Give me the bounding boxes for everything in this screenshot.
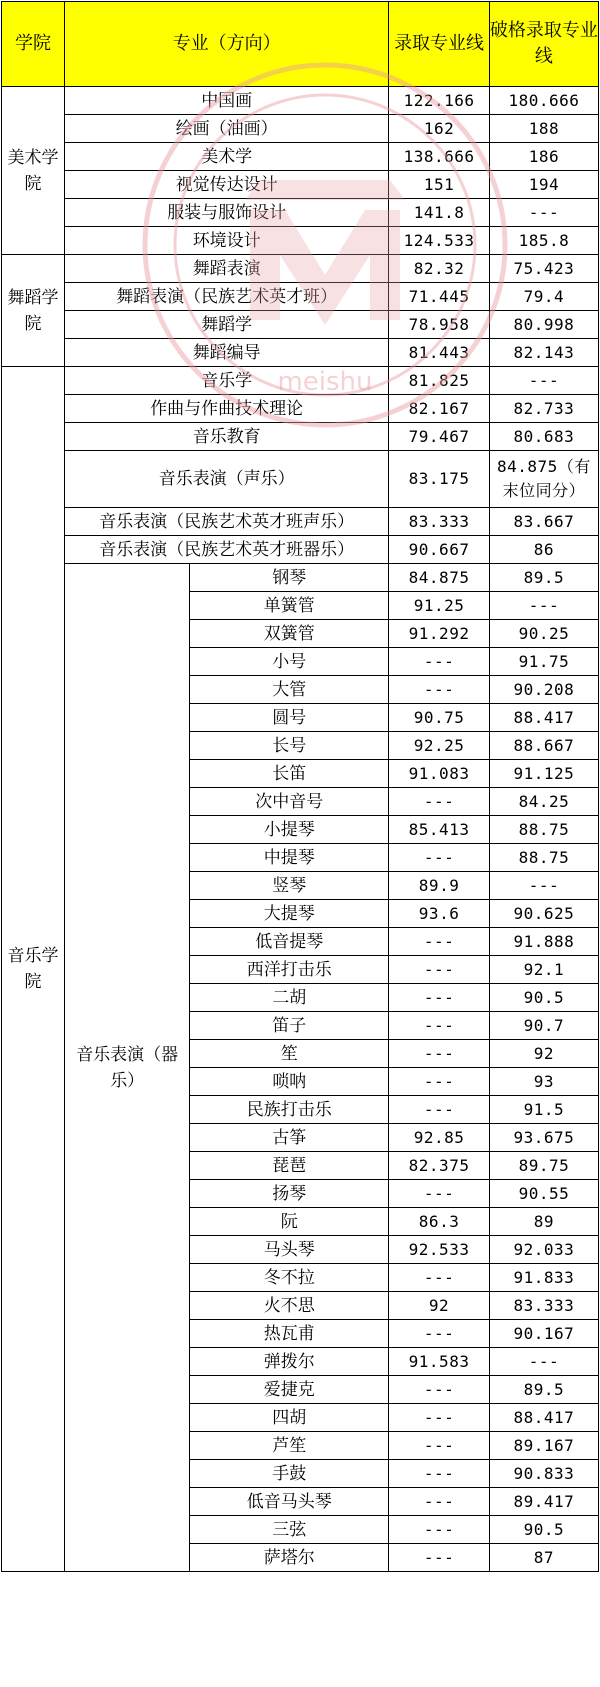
admission-line-cell: 90.75 (389, 704, 490, 732)
major-cell: 视觉传达设计 (65, 171, 389, 199)
major-cell: 音乐教育 (65, 423, 389, 451)
major-cell: 唢呐 (190, 1068, 389, 1096)
admission-line-cell: 91.083 (389, 760, 490, 788)
table-row (2, 283, 599, 311)
exceptional-line-cell: 82.733 (489, 395, 598, 423)
major-cell: 低音提琴 (190, 928, 389, 956)
admission-line-cell: 81.443 (389, 339, 490, 367)
admission-line-cell: 92.25 (389, 732, 490, 760)
admission-line-cell: --- (389, 1264, 490, 1292)
major-cell: 爱捷克 (190, 1376, 389, 1404)
admission-score-table (1, 1, 599, 1572)
exceptional-line-cell: 93 (489, 1068, 598, 1096)
exceptional-line-cell: 80.998 (489, 311, 598, 339)
exceptional-line-cell: 89.75 (489, 1152, 598, 1180)
major-cell: 四胡 (190, 1404, 389, 1432)
admission-line-cell: --- (389, 984, 490, 1012)
admission-line-cell: 91.25 (389, 592, 490, 620)
admission-line-cell: 83.175 (389, 451, 490, 508)
exceptional-line-cell: 92.1 (489, 956, 598, 984)
admission-line-cell: --- (389, 1012, 490, 1040)
exceptional-line-cell: 89.5 (489, 1376, 598, 1404)
exceptional-line-cell: 89.417 (489, 1488, 598, 1516)
major-cell: 冬不拉 (190, 1264, 389, 1292)
admission-line-cell: --- (389, 1516, 490, 1544)
exceptional-line-cell: 91.75 (489, 648, 598, 676)
exceptional-line-cell: 88.75 (489, 844, 598, 872)
exceptional-line-cell: 89.167 (489, 1432, 598, 1460)
exceptional-line-cell: 90.7 (489, 1012, 598, 1040)
exceptional-line-cell: 89 (489, 1208, 598, 1236)
exceptional-line-cell: 91.888 (489, 928, 598, 956)
college-art: 美术学院 (2, 87, 65, 255)
admission-line-cell: 71.445 (389, 283, 490, 311)
table-row (2, 115, 599, 143)
admission-line-cell: 138.666 (389, 143, 490, 171)
admission-line-cell: 162 (389, 115, 490, 143)
exceptional-line-cell: 88.75 (489, 816, 598, 844)
admission-line-cell: 151 (389, 171, 490, 199)
major-cell: 西洋打击乐 (190, 956, 389, 984)
exceptional-line-cell: 186 (489, 143, 598, 171)
admission-line-cell: 85.413 (389, 816, 490, 844)
college-dance: 舞蹈学院 (2, 255, 65, 367)
admission-line-cell: 141.8 (389, 199, 490, 227)
major-cell: 大管 (190, 676, 389, 704)
major-cell: 舞蹈编导 (65, 339, 389, 367)
exceptional-line-cell: 83.333 (489, 1292, 598, 1320)
exceptional-line-cell: 84.25 (489, 788, 598, 816)
exceptional-line-cell: --- (489, 592, 598, 620)
major-cell: 三弦 (190, 1516, 389, 1544)
major-cell: 笙 (190, 1040, 389, 1068)
exceptional-line-cell: 83.667 (489, 508, 598, 536)
major-cell: 民族打击乐 (190, 1096, 389, 1124)
table-row (2, 143, 599, 171)
table-row (2, 199, 599, 227)
major-cell: 大提琴 (190, 900, 389, 928)
exceptional-line-cell: 88.417 (489, 1404, 598, 1432)
header-admission-line: 录取专业线 (389, 2, 490, 87)
admission-line-cell: --- (389, 1180, 490, 1208)
major-cell: 绘画（油画） (65, 115, 389, 143)
major-cell: 萨塔尔 (190, 1544, 389, 1572)
table-row (2, 423, 599, 451)
admission-line-cell: 86.3 (389, 1208, 490, 1236)
admission-line-cell: 92.85 (389, 1124, 490, 1152)
major-cell: 音乐表演（民族艺术英才班声乐） (65, 508, 389, 536)
table-row (2, 451, 599, 508)
major-cell: 笛子 (190, 1012, 389, 1040)
major-cell: 长号 (190, 732, 389, 760)
table-row (2, 339, 599, 367)
college-music: 音乐学院 (2, 367, 65, 1572)
exceptional-line-cell: --- (489, 367, 598, 395)
exceptional-line-cell: 90.208 (489, 676, 598, 704)
exceptional-line-cell: 90.625 (489, 900, 598, 928)
major-cell: 中提琴 (190, 844, 389, 872)
header-exceptional-line: 破格录取专业线 (489, 2, 598, 87)
major-cell: 古筝 (190, 1124, 389, 1152)
major-cell: 作曲与作曲技术理论 (65, 395, 389, 423)
table-body (2, 2, 599, 1572)
major-cell: 服装与服饰设计 (65, 199, 389, 227)
exceptional-line-cell: 82.143 (489, 339, 598, 367)
major-cell: 舞蹈表演 (65, 255, 389, 283)
table-row (2, 255, 599, 283)
admission-line-cell: 124.533 (389, 227, 490, 255)
exceptional-line-cell: 90.833 (489, 1460, 598, 1488)
major-cell: 音乐学 (65, 367, 389, 395)
admission-line-cell: --- (389, 844, 490, 872)
major-cell: 芦笙 (190, 1432, 389, 1460)
exceptional-line-cell: 180.666 (489, 87, 598, 115)
admission-line-cell: --- (389, 1320, 490, 1348)
major-cell: 音乐表演（民族艺术英才班器乐） (65, 536, 389, 564)
major-cell: 低音马头琴 (190, 1488, 389, 1516)
exceptional-line-cell: --- (489, 872, 598, 900)
admission-line-cell: 78.958 (389, 311, 490, 339)
major-cell: 火不思 (190, 1292, 389, 1320)
admission-line-cell: 93.6 (389, 900, 490, 928)
exceptional-line-cell: 87 (489, 1544, 598, 1572)
exceptional-line-cell: 88.417 (489, 704, 598, 732)
exceptional-line-cell: 185.8 (489, 227, 598, 255)
admission-line-cell: 84.875 (389, 564, 490, 592)
admission-line-cell: --- (389, 676, 490, 704)
exceptional-line-cell: 86 (489, 536, 598, 564)
admission-line-cell: --- (389, 1096, 490, 1124)
admission-line-cell: 83.333 (389, 508, 490, 536)
exceptional-line-cell: --- (489, 1348, 598, 1376)
major-cell: 双簧管 (190, 620, 389, 648)
major-cell: 热瓦甫 (190, 1320, 389, 1348)
major-cell: 中国画 (65, 87, 389, 115)
admission-line-cell: --- (389, 1404, 490, 1432)
major-cell: 单簧管 (190, 592, 389, 620)
admission-line-cell: 79.467 (389, 423, 490, 451)
exceptional-line-cell: 90.25 (489, 620, 598, 648)
major-cell: 环境设计 (65, 227, 389, 255)
exceptional-line-cell: 84.875（有末位同分） (489, 451, 598, 508)
header-row (2, 2, 599, 87)
table-row (2, 508, 599, 536)
admission-line-cell: 91.292 (389, 620, 490, 648)
admission-line-cell: 82.167 (389, 395, 490, 423)
watermark-brand-text: meishu (277, 367, 373, 397)
major-cell: 手鼓 (190, 1460, 389, 1488)
admission-line-cell: 122.166 (389, 87, 490, 115)
admission-line-cell: --- (389, 928, 490, 956)
major-cell: 美术学 (65, 143, 389, 171)
major-cell: 竖琴 (190, 872, 389, 900)
admission-line-cell: --- (389, 1460, 490, 1488)
admission-line-cell: 82.32 (389, 255, 490, 283)
exceptional-line-cell: 91.125 (489, 760, 598, 788)
table-row (2, 171, 599, 199)
admission-line-cell: --- (389, 648, 490, 676)
exceptional-line-cell: --- (489, 199, 598, 227)
major-cell: 次中音号 (190, 788, 389, 816)
major-cell: 长笛 (190, 760, 389, 788)
major-cell: 二胡 (190, 984, 389, 1012)
major-cell: 弹拨尔 (190, 1348, 389, 1376)
table-row (2, 227, 599, 255)
major-cell: 钢琴 (190, 564, 389, 592)
admission-line-cell: --- (389, 1488, 490, 1516)
exceptional-line-cell: 88.667 (489, 732, 598, 760)
major-cell: 小号 (190, 648, 389, 676)
table-row (2, 564, 599, 592)
header-major: 专业（方向） (65, 2, 389, 87)
major-cell: 小提琴 (190, 816, 389, 844)
admission-line-cell: --- (389, 1040, 490, 1068)
admission-line-cell: 92.533 (389, 1236, 490, 1264)
exceptional-line-cell: 91.833 (489, 1264, 598, 1292)
exceptional-line-cell: 91.5 (489, 1096, 598, 1124)
exceptional-line-cell: 80.683 (489, 423, 598, 451)
table-row (2, 395, 599, 423)
admission-line-cell: 92 (389, 1292, 490, 1320)
major-cell: 阮 (190, 1208, 389, 1236)
exceptional-line-cell: 90.167 (489, 1320, 598, 1348)
table-row (2, 87, 599, 115)
major-cell: 扬琴 (190, 1180, 389, 1208)
exceptional-line-cell: 188 (489, 115, 598, 143)
exceptional-line-cell: 90.55 (489, 1180, 598, 1208)
major-cell: 琵琶 (190, 1152, 389, 1180)
exceptional-line-cell: 92.033 (489, 1236, 598, 1264)
exceptional-line-cell: 90.5 (489, 984, 598, 1012)
instrumental-performance-label: 音乐表演（器乐） (65, 564, 190, 1572)
exceptional-line-cell: 92 (489, 1040, 598, 1068)
admission-line-cell: --- (389, 1544, 490, 1572)
exceptional-line-cell: 93.675 (489, 1124, 598, 1152)
major-cell: 圆号 (190, 704, 389, 732)
admission-line-cell: --- (389, 788, 490, 816)
admission-line-cell: --- (389, 1432, 490, 1460)
table-row (2, 536, 599, 564)
major-cell: 舞蹈表演（民族艺术英才班） (65, 283, 389, 311)
exceptional-line-cell: 89.5 (489, 564, 598, 592)
admission-line-cell: 91.583 (389, 1348, 490, 1376)
table-row (2, 311, 599, 339)
admission-line-cell: 89.9 (389, 872, 490, 900)
exceptional-line-cell: 75.423 (489, 255, 598, 283)
major-cell: 马头琴 (190, 1236, 389, 1264)
admission-line-cell: 82.375 (389, 1152, 490, 1180)
admission-line-cell: --- (389, 956, 490, 984)
exceptional-line-cell: 194 (489, 171, 598, 199)
major-cell: 音乐表演（声乐） (65, 451, 389, 508)
exceptional-line-cell: 90.5 (489, 1516, 598, 1544)
table-row (2, 367, 599, 395)
exceptional-line-cell: 79.4 (489, 283, 598, 311)
admission-line-cell: 81.825 (389, 367, 490, 395)
major-cell: 舞蹈学 (65, 311, 389, 339)
header-college: 学院 (2, 2, 65, 87)
admission-line-cell: --- (389, 1376, 490, 1404)
admission-line-cell: 90.667 (389, 536, 490, 564)
admission-line-cell: --- (389, 1068, 490, 1096)
